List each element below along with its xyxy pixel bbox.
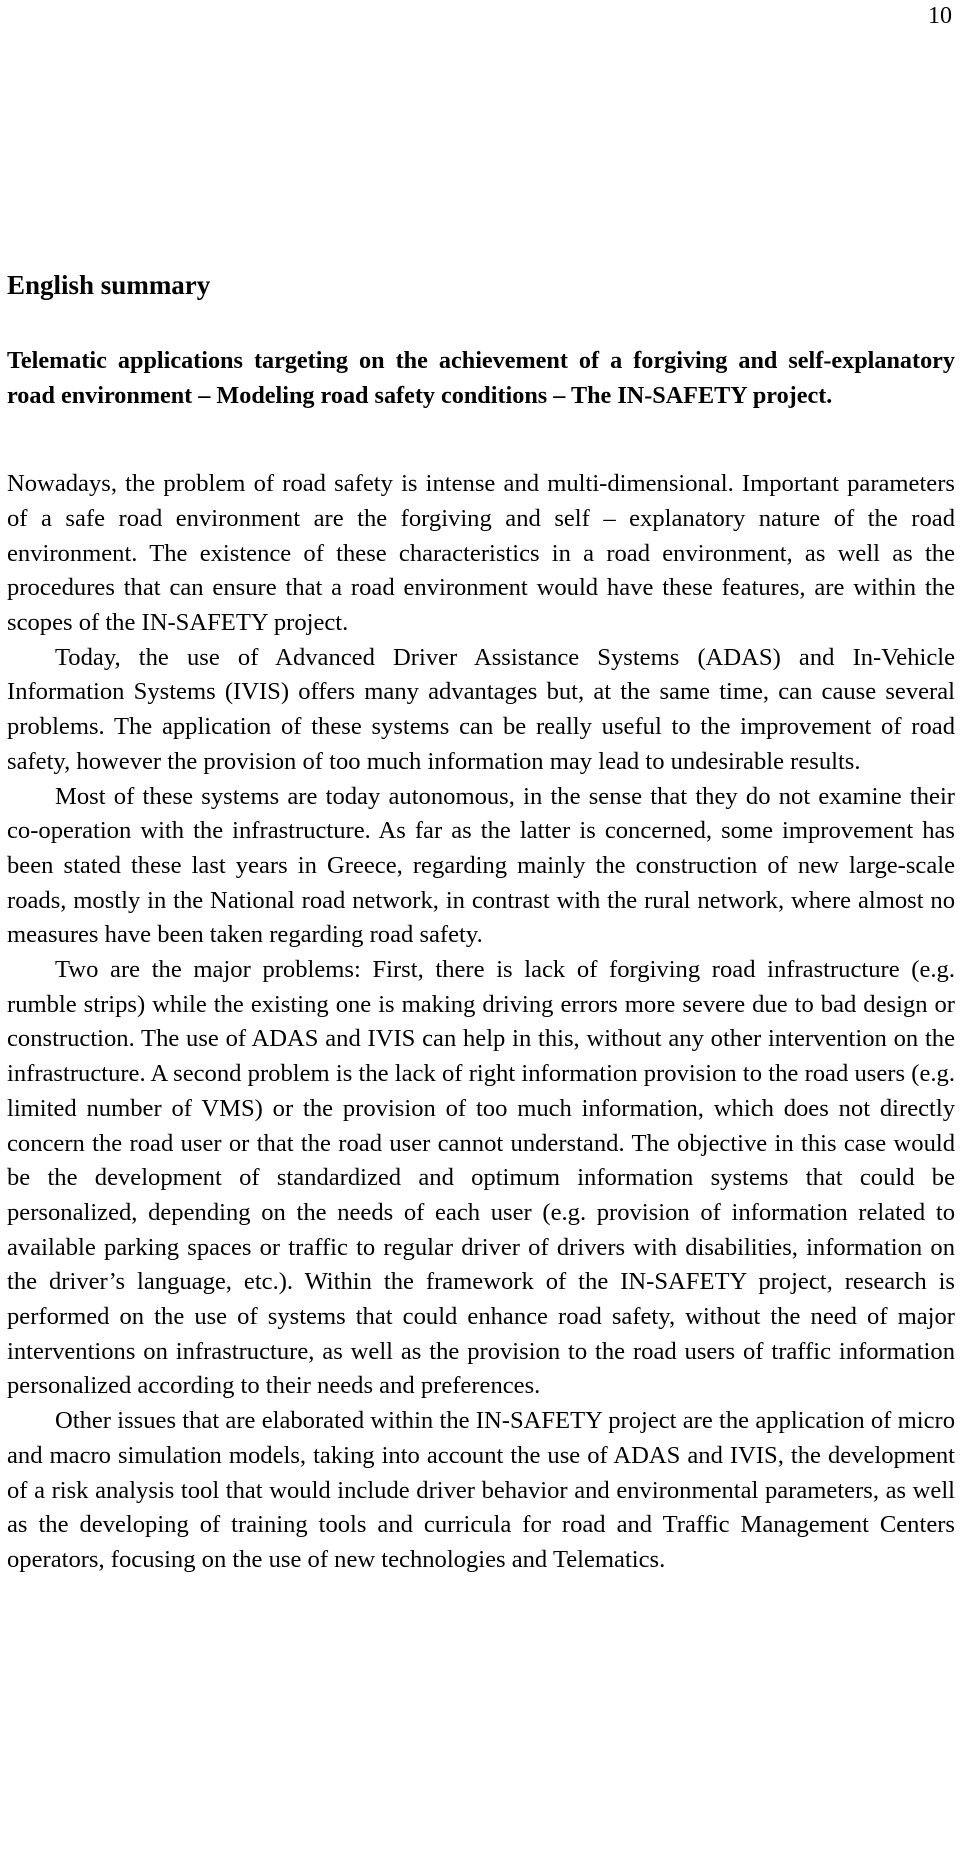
page-number: 10 bbox=[928, 3, 952, 29]
paragraph: Other issues that are elaborated within the IN-SAFETY project are the application of micro and macro simulation models, taking into account the use of ADAS and IVIS, the development of a risk analysis tool that would include driver behavior and environmental parameters, as well as the developing of training tools and curricula for road and Traffic Management Centers operators, focusing on the use of new technologies and Telematics. bbox=[7, 1407, 955, 1573]
paragraph: Most of these systems are today autonomous, in the sense that they do not examine their co-operation with the infrastructure. As far as the latter is concerned, some improvement has been stated these last years in Greece, regarding mainly the construction of new large-scale roads, mostly in the National road network, in contrast with the rural network, where almost no measures have been taken regarding road safety. bbox=[7, 782, 955, 949]
summary-section bbox=[7, 268, 955, 1578]
paragraph: Today, the use of Advanced Driver Assistance Systems (ADAS) and In-Vehicle Information Systems (IVIS) offers many advantages but, at the same time, can cause several problems. The application of these systems can be really useful to the improvement of road safety, however the provision of too much information may lead to undesirable results. bbox=[7, 643, 955, 775]
paragraph: Nowadays, the problem of road safety is intense and multi-dimensional. Important parameters of a safe road environment are the forgiving and self – explanatory nature of the road environment. The existence of these characteristics in a road environment, as well as the procedures that can ensure that a road environment would have these features, are within the scopes of the IN-SAFETY project. bbox=[7, 470, 955, 636]
document-title: Telematic applications targeting on the achievement of a forgiving and self-explanatory road environment – Modeling road safety conditions – The IN-SAFETY project. bbox=[7, 347, 955, 409]
section-heading: English summary bbox=[7, 270, 211, 300]
body-text bbox=[7, 467, 955, 1578]
paragraph: Two are the major problems: First, there is lack of forgiving road infrastructure (e.g. rumble strips) while the existing one is making driving errors more severe due to bad design or construction. The use of ADAS and IVIS can help in this, without any other intervention on the infrastructure. A second problem is the lack of right information provision to the road users (e.g. limited number of VMS) or the provision of too much information, which does not directly concern the road user or that the road user cannot understand. The objective in this case would be the development of standardized and optimum information systems that could be personalized, depending on the needs of each user (e.g. provision of information related to available parking spaces or traffic to regular driver of drivers with disabilities, information on the driver’s language, etc.). Within the framework of the IN-SAFETY project, research is performed on the use of systems that could enhance road safety, without the need of major interventions on infrastructure, as well as the provision to the road users of traffic information personalized according to their needs and preferences. bbox=[7, 956, 955, 1400]
